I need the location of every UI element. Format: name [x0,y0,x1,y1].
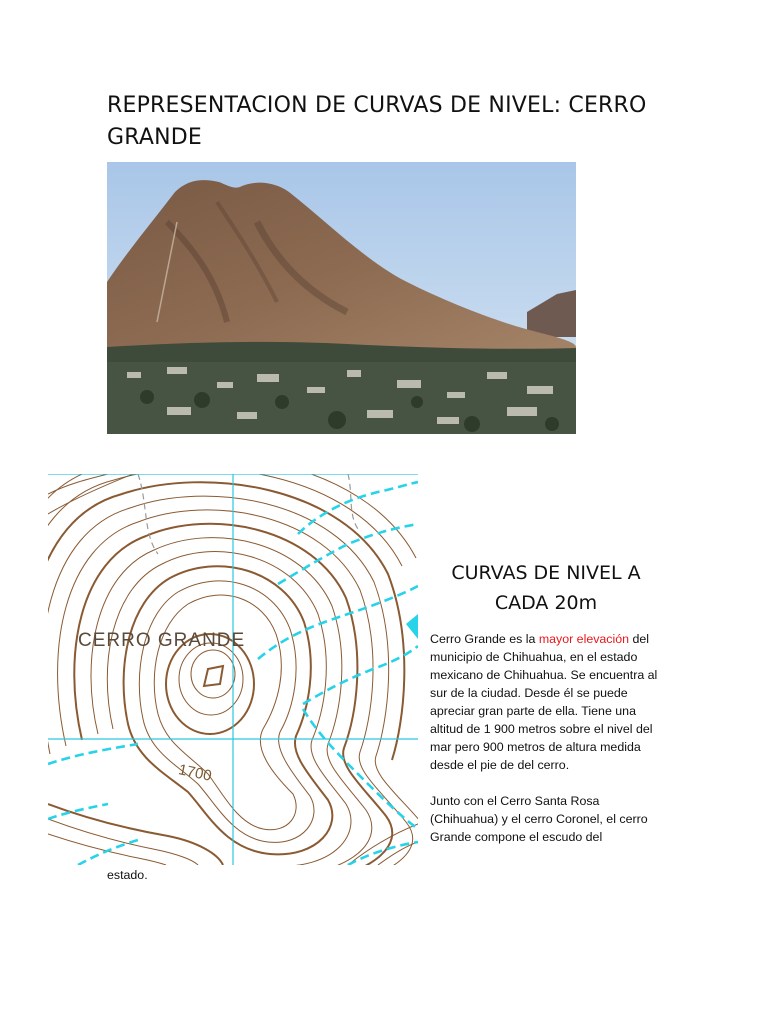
page-title: REPRESENTACION DE CURVAS DE NIVEL: CERRO GRANDE [107,93,647,150]
contour-map-icon [48,474,418,865]
body-text [430,630,665,864]
paragraph-2-tail: estado. [107,868,148,882]
mayor-elevacion-link[interactable]: mayor elevación [538,632,630,646]
mountain-photo-icon [107,162,576,434]
map-label: CERRO GRANDE [78,630,246,651]
paragraph-1-rest: del municipio de Chihuahua, en el estado mexicano de Chihuahua. Se encuentra al sur de la ciudad. Desde él se puede apreciar gran parte de ella. Tiene una altitud de 1 900 metros sobre el nivel del mar pero 900 metros de altura medida desde el pie de del cerro. [430,632,658,772]
paragraph-1 [430,630,665,774]
mountain-photo [107,162,576,434]
paragraph-2: Junto con el Cerro Santa Rosa (Chihuahua) y el cerro Coronel, el cerro Grande compone el escudo del [430,794,648,844]
contour-label: 1700 [176,761,214,785]
paragraph-1-start: Cerro Grande es la [430,632,539,646]
subheading: CURVAS DE NIVEL A CADA 20m [451,562,641,614]
contour-map [48,474,418,865]
